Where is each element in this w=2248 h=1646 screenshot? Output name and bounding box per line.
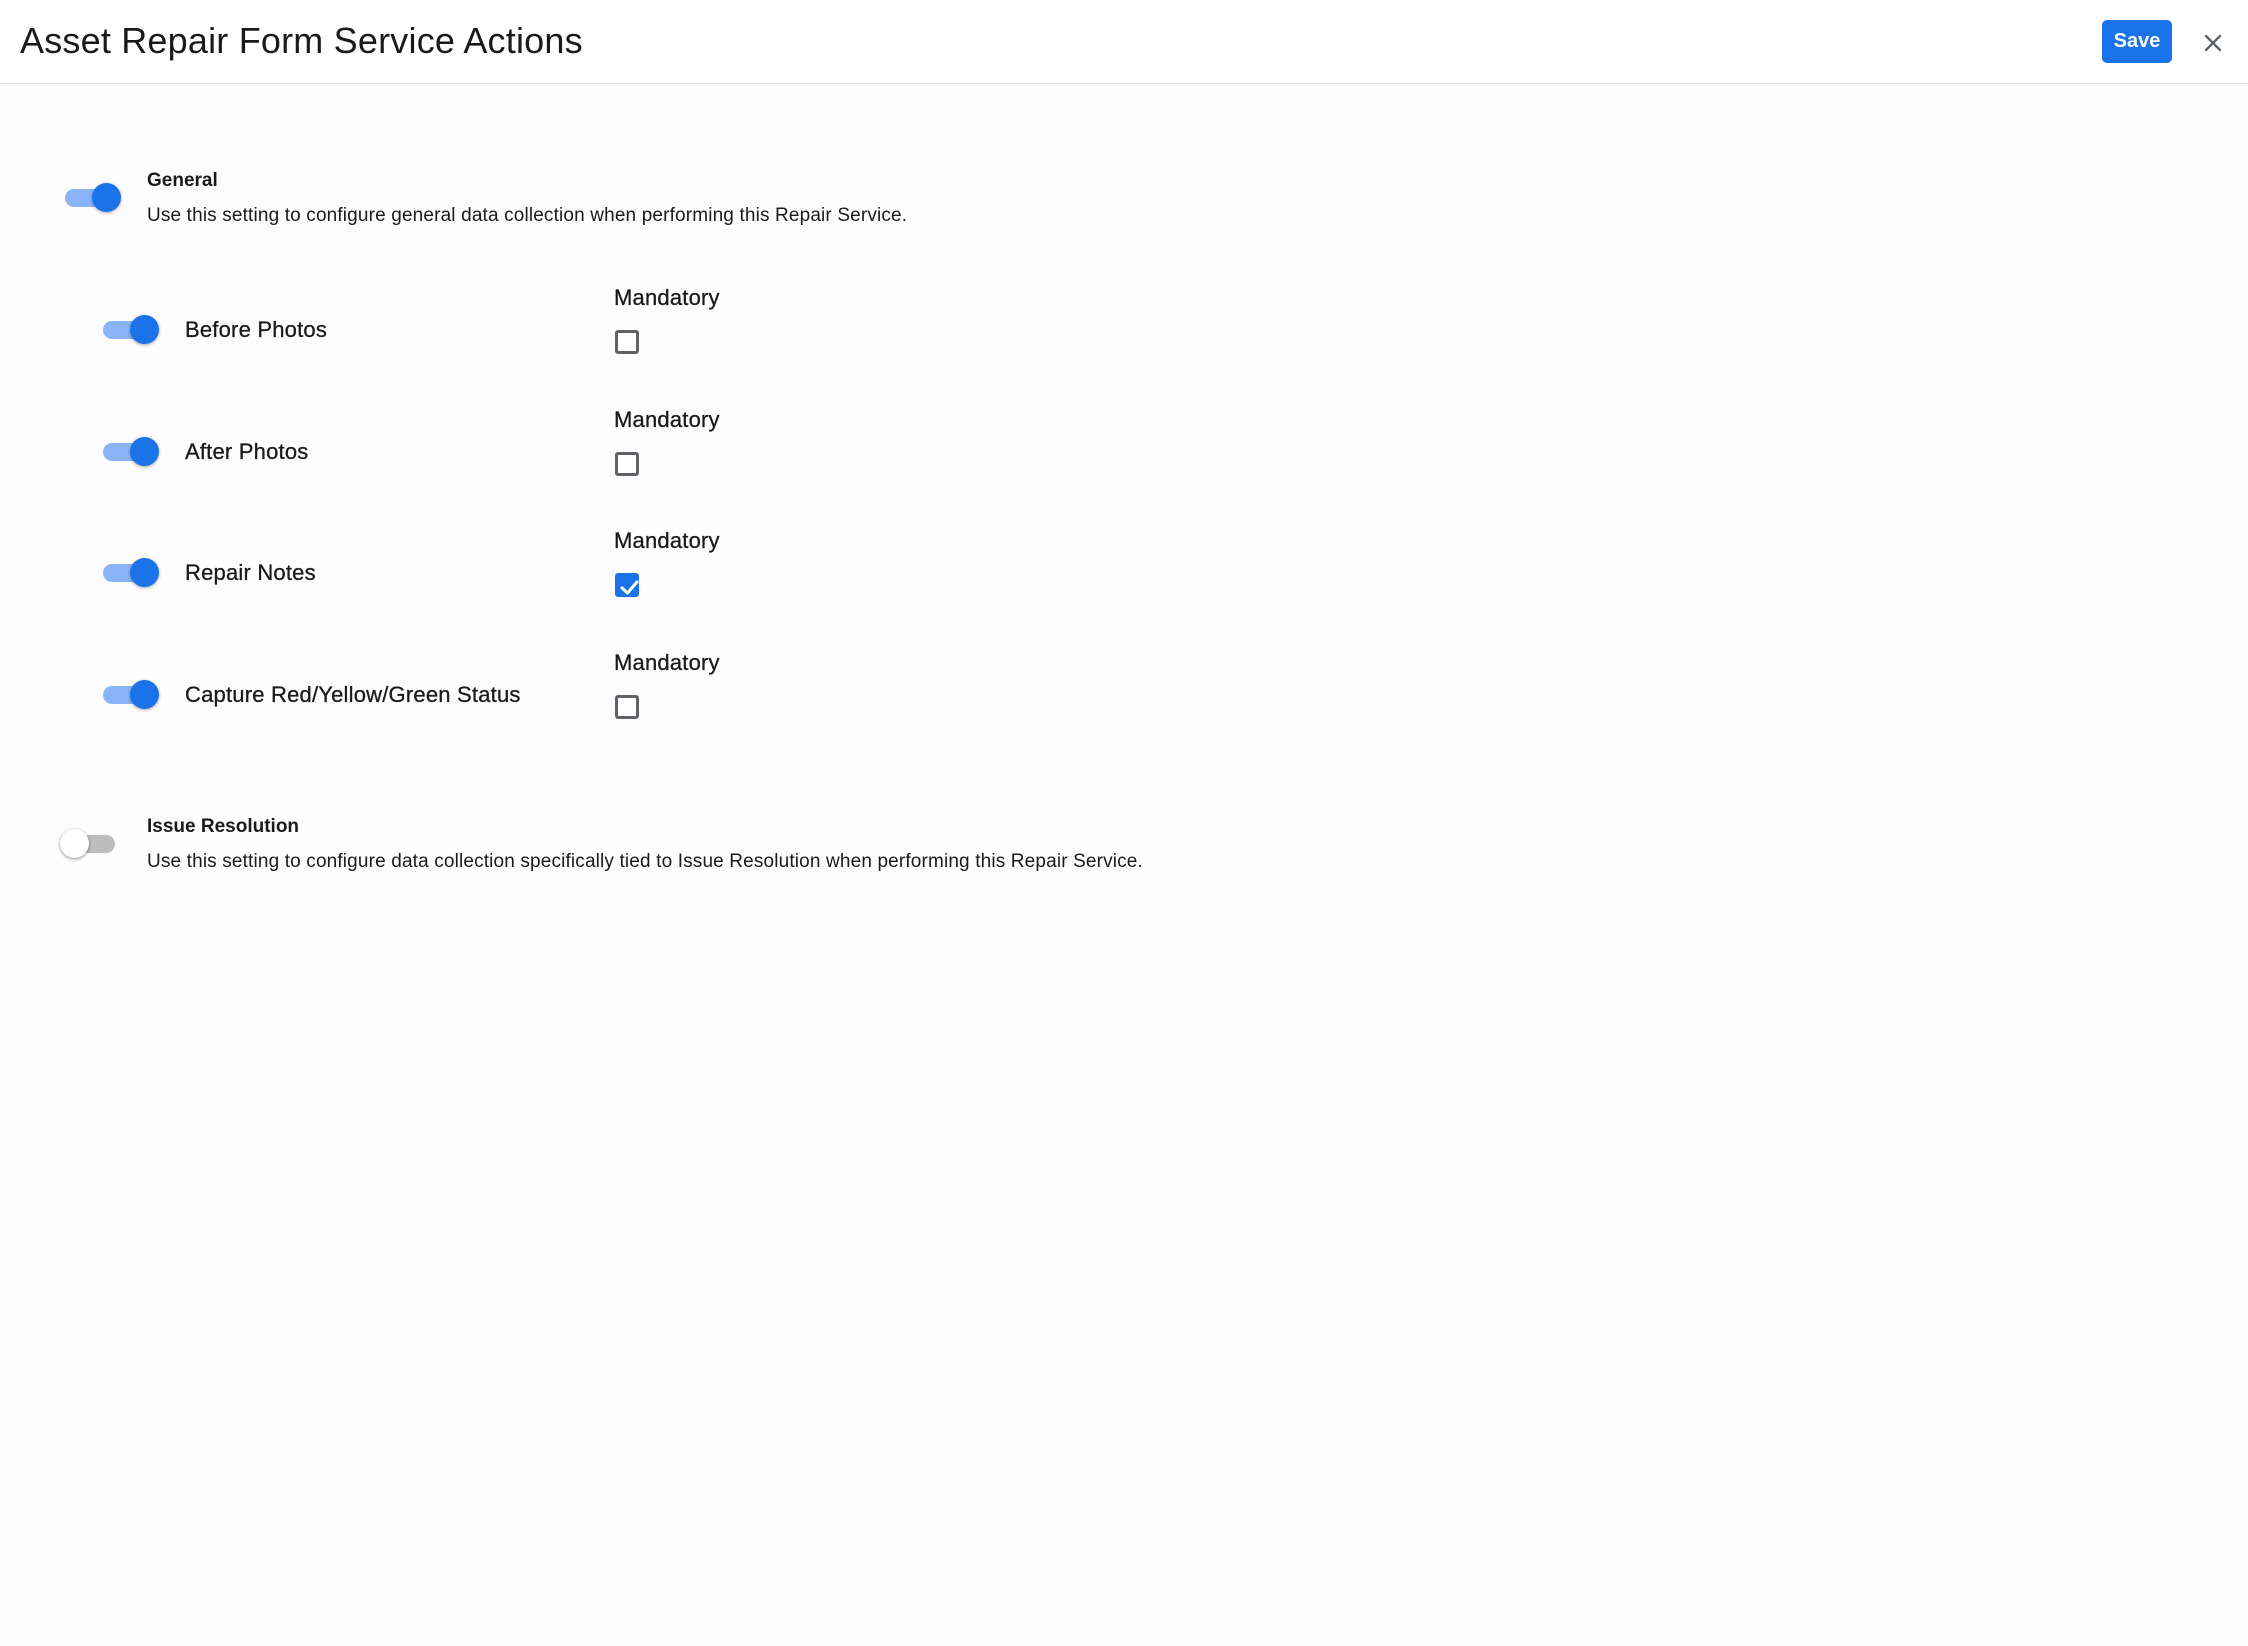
rag-status-mandatory-checkbox[interactable] (615, 695, 639, 719)
toggle-knob (60, 829, 89, 858)
before-photos-label: Before Photos (185, 317, 328, 342)
close-icon[interactable] (2196, 26, 2230, 60)
rag-status-mandatory-label: Mandatory (614, 650, 720, 675)
after-photos-mandatory-label: Mandatory (614, 407, 720, 432)
repair-notes-toggle[interactable] (100, 557, 160, 587)
before-photos-toggle[interactable] (100, 314, 160, 344)
repair-notes-label: Repair Notes (185, 560, 316, 585)
after-photos-label: After Photos (185, 439, 309, 464)
rag-status-toggle[interactable] (100, 679, 160, 709)
general-label: General (147, 170, 218, 191)
checkmark-icon (619, 577, 641, 599)
general-toggle[interactable] (62, 182, 122, 212)
issue-resolution-description: Use this setting to configure data collection specifically tied to Issue Resolution when performing this Repair Service. (147, 851, 1143, 872)
page-title: Asset Repair Form Service Actions (20, 20, 583, 61)
before-photos-mandatory-label: Mandatory (614, 285, 720, 310)
before-photos-mandatory-checkbox[interactable] (615, 330, 639, 354)
general-description: Use this setting to configure general data collection when performing this Repair Service. (147, 205, 908, 226)
after-photos-mandatory-checkbox[interactable] (615, 452, 639, 476)
issue-resolution-toggle[interactable] (60, 828, 120, 858)
toggle-knob (92, 183, 121, 212)
dialog-header (0, 0, 2248, 84)
repair-notes-mandatory-label: Mandatory (614, 528, 720, 553)
toggle-knob (130, 558, 159, 587)
issue-resolution-label: Issue Resolution (147, 816, 300, 837)
save-button[interactable]: Save (2102, 20, 2172, 63)
toggle-knob (130, 315, 159, 344)
toggle-knob (130, 437, 159, 466)
repair-notes-mandatory-checkbox[interactable] (615, 573, 639, 597)
rag-status-label: Capture Red/Yellow/Green Status (185, 682, 521, 707)
after-photos-toggle[interactable] (100, 436, 160, 466)
toggle-knob (130, 680, 159, 709)
